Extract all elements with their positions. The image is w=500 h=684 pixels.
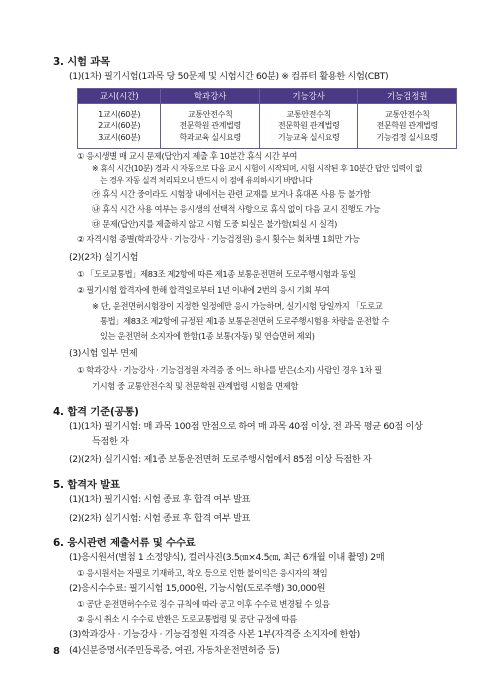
announce-written: (1)(1차) 필기시험: 시험 종료 후 합격 여부 발표 [69, 494, 251, 505]
cell-text: 기능검정 실시요령 [376, 131, 438, 142]
practical-note-3b: 통법」제83조 제2항에 규정된 제1종 보통운전면허 도로주행시험용 차량을 운전할 수 [100, 316, 389, 326]
docs-id: (4)신분증명서(주민등록증, 여권, 자동차운전면허증 등) [69, 645, 280, 656]
docs-application: (1)응시원서(별첨 1 소정양식), 컬러사진(3.5㎝×4.5㎝, 최근 6개월 이내 촬영) 2매 [69, 552, 385, 563]
cell-text: 기능교육 실시요령 [277, 131, 340, 142]
cell-text: 전문학원 관계법령 [179, 120, 241, 131]
page-number: 8 [53, 646, 60, 657]
table-cell-periods [78, 104, 161, 149]
table-cell-examiner-subjects [358, 104, 457, 149]
table-header-row [78, 89, 457, 104]
note-no-early-leave: ㉰ 문제(답안)지를 제출하지 않고 시험 도중 퇴실은 불가함(퇴실 시 실격) [92, 219, 337, 229]
docs-fee-note-1: ① 공단 운전면허수수료 징수 규칙에 따라 공고 이후 수수료 변경될 수 있음 [77, 599, 330, 609]
cell-text: 3교시(60분) [98, 131, 141, 142]
section-3-title: 3. 시험 과목 [53, 56, 110, 68]
exemption-heading: (3)시험 일부 면제 [69, 348, 138, 359]
docs-application-note: ① 응시원서는 자필로 기재하고, 착오 등으로 인한 불이익은 응시자의 책임 [77, 568, 328, 578]
table-cell-lecture-subjects [161, 104, 260, 149]
cell-text: 전문학원 관계법령 [376, 120, 438, 131]
col-header-period: 교시(시간) [78, 89, 161, 104]
cell-text: 전문학원 관계법령 [277, 120, 340, 131]
table-row [78, 104, 457, 149]
cell-text: 1교시(60분) [98, 108, 141, 119]
cell-text: 교통안전수칙 [384, 108, 430, 119]
section-4-title: 4. 합격 기준(공통) [53, 406, 139, 418]
practical-exam-heading: (2)(2차) 실기시험 [69, 252, 139, 263]
col-header-lecture-instructor: 학과강사 [161, 89, 260, 104]
pass-written-b: 득점한 자 [92, 436, 129, 447]
docs-fee-note-2: ② 응시 취소 시 수수료 반환은 도로교통법령 및 공단 규정에 따름 [77, 614, 297, 624]
section-6-title: 6. 응시관련 제출서류 및 수수료 [53, 537, 196, 549]
written-exam-heading: (1)(1차) 필기시험(1과목 당 50문제 및 시험시간 60분) ※ 컴퓨터 활용한 시험(CBT) [69, 71, 389, 82]
note-break-time: ① 응시생별 매 교시 문제(답안)지 제출 후 10분간 휴식 시간 부여 [77, 151, 297, 161]
cell-text: 2교시(60분) [98, 120, 141, 131]
practical-note-3a: ※ 단, 운전면허시험장이 지정한 일정에만 응시 가능하며, 실기시험 당일까지 「도로교 [92, 301, 383, 311]
col-header-skill-examiner: 기능검정원 [358, 89, 457, 104]
exemption-note-b: 기시험 중 교통안전수칙 및 전문학원 관계법령 시험을 면제함 [92, 381, 299, 391]
cell-text: 교통안전수칙 [286, 108, 331, 119]
docs-license-copy: (3)학과강사 · 기능강사 · 기능검정원 자격증 사본 1부(자격증 소지자에 한함) [69, 629, 360, 640]
section-5-title: 5. 합격자 발표 [53, 479, 120, 491]
cell-text: 교통안전수칙 [187, 108, 233, 119]
docs-fee: (2)응시수수료: 필기시험 15,000원, 기능시험(도로주행) 30,000원 [69, 583, 326, 594]
practical-note-3c: 있는 운전면허 소지자에 한함(1종 보통(자동) 및 연습면허 제외) [100, 331, 315, 341]
note-one-attempt: ② 자격시험 종별(학과강사 · 기능강사 · 기능검정원) 응시 횟수는 회차별 1회만 가능 [77, 234, 360, 244]
note-auto-disqualify: 는 경우 자동 실격 처리되오니 반드시 이 점에 유의하시기 바랍니다 [100, 176, 313, 185]
note-auto-start: ※ 휴식 시간(10분) 경과 시 자동으로 다음 교시 시험이 시작되며, 시험 시작된 후 10분간 답안 입력이 없 [92, 164, 423, 173]
practical-note-1: ① 「도로교통법」제83조 제2항에 따른 제1종 보통운전면허 도로주행시험과 동일 [77, 269, 356, 279]
note-optional-break: ㉯ 휴식 시간 사용 여부는 응시생의 선택적 사항으로 휴식 없이 다음 교시 진행도 가능 [92, 204, 381, 214]
announce-practical: (2)(2차) 실기시험: 시험 종료 후 합격 여부 발표 [69, 513, 251, 524]
note-no-materials: ㉮ 휴식 시간 중이라도 시험장 내에서는 관련 교재를 보거나 휴대폰 사용 등 불가함 [92, 189, 371, 199]
practical-note-2: ② 필기시험 합격자에 한해 합격일로부터 1년 이내에 2번의 응시 기회 부여 [77, 285, 330, 295]
cell-text: 학과교육 실시요령 [179, 131, 241, 142]
exam-subjects-table [77, 88, 457, 149]
exemption-note-a: ① 학과강사 · 기능강사 · 기능검정원 자격증 중 어느 하나를 받은(소지) 사람인 경우 1차 필 [77, 365, 382, 375]
pass-written-a: (1)(1차) 필기시험: 매 과목 100점 만점으로 하여 매 과목 40점 이상, 전 과목 평균 60점 이상 [69, 421, 423, 432]
table-cell-skill-subjects [259, 104, 358, 149]
pass-practical: (2)(2차) 실기시험: 제1종 보통운전면허 도로주행시험에서 85점 이상 득점한 자 [69, 454, 372, 465]
col-header-skill-instructor: 기능강사 [259, 89, 358, 104]
